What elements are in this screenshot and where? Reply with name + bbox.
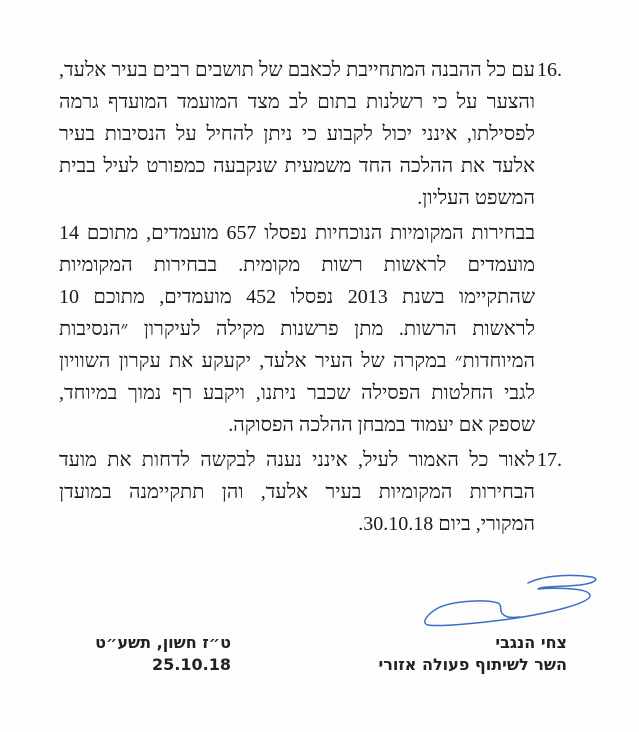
signatory-title: השר לשיתוף פעולה אזורי (378, 655, 567, 674)
paragraph-number-16: 16. (537, 59, 562, 81)
paragraph-16-line-3: לפסילתו, אינני יכול לקבוע כי ניתן להחיל על הנסיבות בעיר (59, 123, 535, 145)
stats-line-4: לראשות הרשות. מתן פרשנות מקילה לעיקרון ״הנסיבות (59, 318, 535, 340)
paragraph-17-line-2: הבחירות המקומיות בעיר אלעד, והן תתקיימנה במועדן (59, 481, 535, 503)
stats-line-7: שספק אם יעמוד במבחן ההלכה הפסוקה. (228, 414, 535, 436)
hebrew-date: ט״ז חשון, תשע״ט (95, 633, 231, 652)
paragraph-16-line-2: והצער על כי רשלנות בתום לב מצד המועמד המועדף גרמה (59, 91, 535, 113)
stats-line-3: שהתקיימו בשנת 2013 נפסלו 452 מועמדים, מתוכם 10 (59, 286, 535, 308)
stats-line-2: מועמדים לראשות רשות מקומית. בבחירות המקומיות (59, 254, 535, 276)
paragraph-number-17: 17. (537, 449, 562, 471)
paragraph-16-line-1: עם כל ההבנה המתחייבת לכאבם של תושבים רבים בעיר אלעד, (59, 59, 535, 81)
handwritten-signature-icon (400, 555, 600, 630)
paragraph-17-line-1: לאור כל האמור לעיל, אינני נענה לבקשה לדחות את מועד (59, 449, 535, 471)
signatory-name: צחי הנגבי (495, 633, 567, 652)
stats-line-6: לגבי החלטות הפסילה שכבר ניתנו, ויקבע רף נמוך במיוחד, (59, 382, 535, 404)
paragraph-16-line-4: אלעד את ההלכה החד משמעית שנקבעה כמפורט לעיל בבית (59, 155, 535, 177)
paragraph-16-line-5: המשפט העליון. (417, 187, 535, 209)
stats-line-5: המיוחדות״ במקרה של העיר אלעד, יקעקע את עקרון השוויון (59, 350, 535, 372)
stats-line-1: בבחירות המקומיות הנוכחיות נפסלו 657 מועמדים, מתוכם 14 (59, 222, 536, 244)
gregorian-date: 25.10.18 (152, 655, 231, 674)
paragraph-17-line-3: המקורי, ביום 30.10.18. (358, 513, 535, 535)
